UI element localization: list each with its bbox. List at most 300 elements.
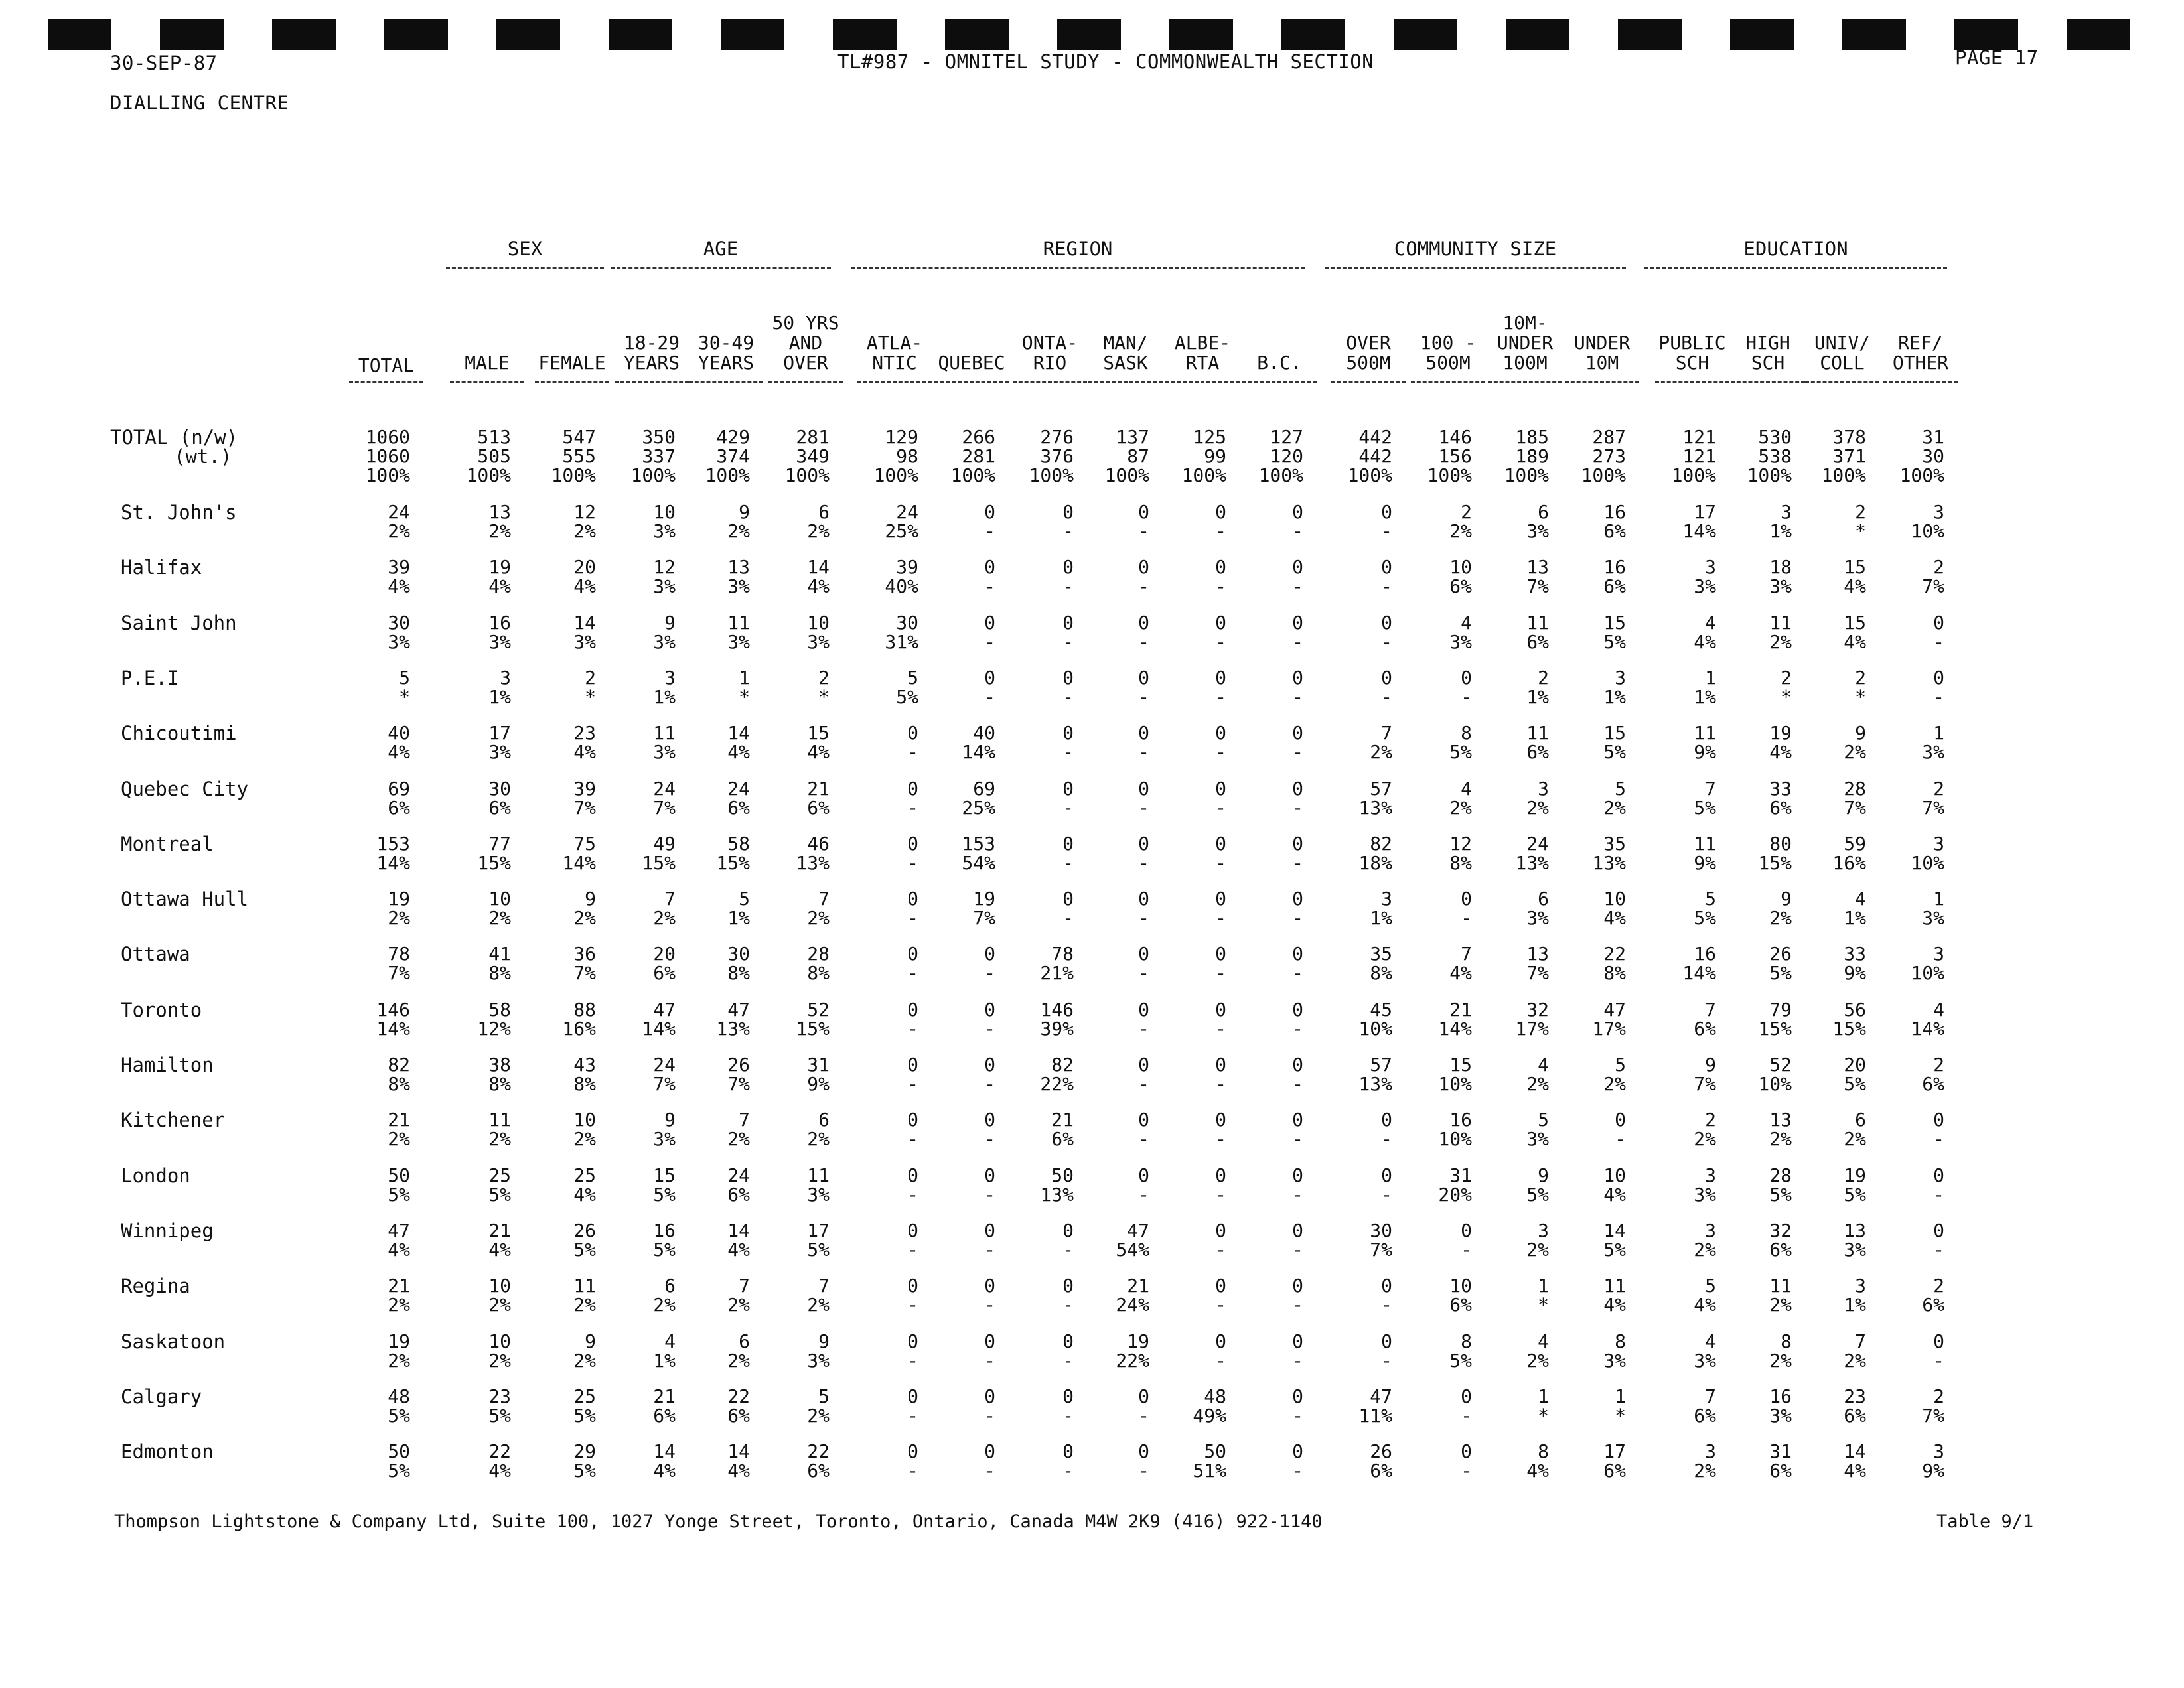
- count-cell: 5: [739, 888, 750, 910]
- count-cell: 1: [1538, 1275, 1549, 1297]
- count-cell: 14: [807, 556, 830, 578]
- count-cell: 3: [1855, 1275, 1866, 1297]
- total-cell: 1060: [365, 445, 410, 467]
- percent-cell: -: [1292, 962, 1303, 984]
- percent-cell: 3%: [1526, 1128, 1549, 1150]
- count-cell: 24: [653, 1054, 676, 1076]
- perforation-hole: [1169, 19, 1233, 50]
- count-cell: 24: [388, 501, 410, 523]
- percent-cell: 2%: [1603, 797, 1626, 819]
- column-header-underline: [1655, 381, 1729, 383]
- count-cell: 6: [664, 1275, 676, 1297]
- percent-cell: 3%: [807, 1184, 830, 1206]
- count-cell: 0: [1292, 612, 1303, 634]
- count-cell: 5: [907, 667, 918, 689]
- count-cell: 24: [727, 778, 750, 800]
- count-cell: 0: [1062, 1220, 1074, 1241]
- percent-cell: 4%: [388, 1239, 410, 1261]
- count-cell: 5: [1615, 778, 1626, 800]
- perforation-hole: [609, 19, 672, 50]
- count-cell: 0: [1933, 1330, 1944, 1352]
- percent-cell: 4%: [727, 741, 750, 763]
- count-cell: 19: [388, 1330, 410, 1352]
- percent-cell: 51%: [1193, 1460, 1226, 1482]
- percent-cell: -: [907, 852, 918, 874]
- percent-cell: 4%: [1603, 907, 1626, 929]
- count-cell: 9: [739, 501, 750, 523]
- count-cell: 26: [1769, 943, 1792, 965]
- count-cell: 0: [1215, 1275, 1226, 1297]
- percent-cell: -: [1062, 686, 1074, 708]
- count-cell: 0: [1461, 888, 1472, 910]
- count-cell: 0: [1215, 1054, 1226, 1076]
- count-cell: 0: [1381, 667, 1392, 689]
- percent-cell: 15%: [1832, 1018, 1866, 1040]
- count-cell: 0: [1062, 1275, 1074, 1297]
- percent-cell: -: [1138, 1018, 1149, 1040]
- count-cell: 33: [1844, 943, 1866, 965]
- count-cell: 1: [1615, 1385, 1626, 1407]
- count-cell: 26: [727, 1054, 750, 1076]
- count-cell: 9: [1705, 1054, 1716, 1076]
- total-cell: 137: [1116, 426, 1149, 448]
- column-header: 30-49 YEARS: [697, 332, 755, 374]
- percent-cell: 22%: [1116, 1350, 1149, 1372]
- total-cell: 100%: [1671, 464, 1716, 486]
- total-cell: 100%: [1258, 464, 1303, 486]
- count-cell: 11: [653, 722, 676, 744]
- percent-cell: 2%: [653, 1294, 676, 1316]
- count-cell: 0: [1615, 1109, 1626, 1131]
- count-cell: 30: [388, 612, 410, 634]
- count-cell: 15: [1844, 556, 1866, 578]
- count-cell: 11: [807, 1164, 830, 1186]
- count-cell: 5: [818, 1385, 830, 1407]
- percent-cell: 49%: [1193, 1405, 1226, 1427]
- percent-cell: 15%: [477, 852, 511, 874]
- percent-cell: 2%: [727, 1350, 750, 1372]
- row-label: Hamilton: [121, 1054, 214, 1076]
- count-cell: 0: [907, 999, 918, 1020]
- count-cell: 0: [1292, 1385, 1303, 1407]
- percent-cell: 5%: [1449, 741, 1472, 763]
- percent-cell: -: [1138, 631, 1149, 653]
- percent-cell: 4%: [573, 741, 596, 763]
- total-cell: 371: [1832, 445, 1866, 467]
- percent-cell: -: [984, 575, 995, 597]
- percent-cell: 1%: [1370, 907, 1392, 929]
- column-header: 10M- UNDER 100M: [1496, 312, 1554, 374]
- percent-cell: 13%: [1592, 852, 1626, 874]
- row-label: Ottawa Hull: [121, 888, 249, 910]
- percent-cell: 7%: [1526, 962, 1549, 984]
- group-divider: [851, 267, 1305, 269]
- percent-cell: 1%: [1844, 907, 1866, 929]
- percent-cell: 15%: [642, 852, 676, 874]
- group-label: EDUCATION: [1743, 238, 1848, 260]
- count-cell: 8: [1615, 1330, 1626, 1352]
- count-cell: 10: [653, 501, 676, 523]
- percent-cell: -: [1292, 520, 1303, 542]
- count-cell: 0: [1215, 999, 1226, 1020]
- total-cell: 87: [1127, 445, 1149, 467]
- percent-cell: 2%: [1526, 797, 1549, 819]
- report-title: TL#987 - OMNITEL STUDY - COMMONWEALTH SECTION: [837, 50, 1374, 73]
- percent-cell: 2%: [1769, 1350, 1792, 1372]
- count-cell: 22: [488, 1441, 511, 1462]
- percent-cell: -: [1461, 1405, 1472, 1427]
- percent-cell: *: [1538, 1294, 1549, 1316]
- percent-cell: -: [984, 520, 995, 542]
- percent-cell: 6%: [1694, 1405, 1716, 1427]
- column-header-underline: [1565, 381, 1639, 383]
- percent-cell: 6%: [653, 962, 676, 984]
- perforation-hole: [1506, 19, 1569, 50]
- percent-cell: 3%: [1769, 575, 1792, 597]
- count-cell: 10: [1449, 1275, 1472, 1297]
- count-cell: 28: [1844, 778, 1866, 800]
- count-cell: 0: [1461, 667, 1472, 689]
- count-cell: 19: [1127, 1330, 1149, 1352]
- percent-cell: 6%: [1526, 631, 1549, 653]
- percent-cell: -: [1138, 1128, 1149, 1150]
- total-cell: 442: [1358, 445, 1392, 467]
- row-label: Calgary: [121, 1385, 202, 1408]
- count-cell: 21: [388, 1275, 410, 1297]
- count-cell: 11: [488, 1109, 511, 1131]
- total-cell: 30: [1922, 445, 1944, 467]
- count-cell: 2: [1933, 1275, 1944, 1297]
- count-cell: 0: [907, 1330, 918, 1352]
- percent-cell: -: [1215, 686, 1226, 708]
- percent-cell: 5%: [653, 1239, 676, 1261]
- percent-cell: 3%: [1769, 1405, 1792, 1427]
- percent-cell: 4%: [727, 1460, 750, 1482]
- count-cell: 146: [1040, 999, 1074, 1020]
- column-header: PUBLIC SCH: [1658, 332, 1726, 374]
- count-cell: 3: [1538, 778, 1549, 800]
- count-cell: 47: [388, 1220, 410, 1241]
- total-cell: 538: [1758, 445, 1792, 467]
- percent-cell: -: [984, 1184, 995, 1206]
- percent-cell: 2%: [1769, 907, 1792, 929]
- percent-cell: -: [1062, 852, 1074, 874]
- row-label: Quebec City: [121, 778, 249, 800]
- percent-cell: -: [1381, 631, 1392, 653]
- count-cell: 38: [488, 1054, 511, 1076]
- count-cell: 9: [664, 1109, 676, 1131]
- count-cell: 5: [1538, 1109, 1549, 1131]
- row-label: Chicoutimi: [121, 722, 237, 744]
- percent-cell: *: [399, 686, 410, 708]
- percent-cell: 4%: [488, 1460, 511, 1482]
- count-cell: 0: [1062, 722, 1074, 744]
- percent-cell: -: [984, 1239, 995, 1261]
- total-cell: 100%: [630, 464, 676, 486]
- percent-cell: 13%: [796, 852, 830, 874]
- percent-cell: 2%: [807, 1128, 830, 1150]
- count-cell: 33: [1769, 778, 1792, 800]
- percent-cell: 1%: [653, 686, 676, 708]
- percent-cell: 2%: [727, 1128, 750, 1150]
- percent-cell: 5%: [1694, 797, 1716, 819]
- percent-cell: 13%: [1358, 797, 1392, 819]
- percent-cell: 6%: [807, 1460, 830, 1482]
- percent-cell: 6%: [727, 1405, 750, 1427]
- count-cell: 0: [1215, 612, 1226, 634]
- percent-cell: 54%: [1116, 1239, 1149, 1261]
- count-cell: 21: [488, 1220, 511, 1241]
- percent-cell: -: [1138, 520, 1149, 542]
- total-cell: 185: [1515, 426, 1549, 448]
- count-cell: 0: [1215, 1330, 1226, 1352]
- percent-cell: -: [984, 1018, 995, 1040]
- percent-cell: 2%: [1603, 1073, 1626, 1095]
- company-address: Thompson Lightstone & Company Ltd, Suite 100, 1027 Yonge Street, Toronto, Ontario, Canada M4W 2K9 (416) 922-1140: [114, 1512, 1323, 1532]
- column-header: 18-29 YEARS: [623, 332, 680, 374]
- total-cell: 442: [1358, 426, 1392, 448]
- perforation-hole: [48, 19, 111, 50]
- count-cell: 8: [1781, 1330, 1792, 1352]
- count-cell: 30: [727, 943, 750, 965]
- count-cell: 0: [1933, 1109, 1944, 1131]
- count-cell: 2: [585, 667, 596, 689]
- percent-cell: 5%: [653, 1184, 676, 1206]
- percent-cell: *: [1615, 1405, 1626, 1427]
- percent-cell: -: [1062, 1405, 1074, 1427]
- percent-cell: -: [1461, 1239, 1472, 1261]
- total-cell: 505: [477, 445, 511, 467]
- percent-cell: 14%: [376, 1018, 410, 1040]
- count-cell: 7: [1381, 722, 1392, 744]
- percent-cell: 5%: [388, 1405, 410, 1427]
- count-cell: 0: [984, 1275, 995, 1297]
- percent-cell: 2%: [727, 520, 750, 542]
- count-cell: 50: [1051, 1164, 1074, 1186]
- count-cell: 24: [896, 501, 918, 523]
- percent-cell: 5%: [1769, 962, 1792, 984]
- percent-cell: -: [1292, 907, 1303, 929]
- count-cell: 4: [664, 1330, 676, 1352]
- count-cell: 0: [1138, 1054, 1149, 1076]
- column-header-underline: [1731, 381, 1805, 383]
- percent-cell: -: [1461, 907, 1472, 929]
- count-cell: 30: [1370, 1220, 1392, 1241]
- count-cell: 21: [807, 778, 830, 800]
- percent-cell: 7%: [653, 1073, 676, 1095]
- percent-cell: *: [585, 686, 596, 708]
- percent-cell: -: [1292, 1294, 1303, 1316]
- percent-cell: -: [1138, 1073, 1149, 1095]
- percent-cell: -: [1615, 1128, 1626, 1150]
- perforation-hole: [721, 19, 784, 50]
- percent-cell: -: [984, 1073, 995, 1095]
- percent-cell: -: [1381, 1350, 1392, 1372]
- count-cell: 14: [727, 1220, 750, 1241]
- count-cell: 11: [1769, 1275, 1792, 1297]
- count-cell: 50: [388, 1164, 410, 1186]
- percent-cell: -: [907, 907, 918, 929]
- count-cell: 0: [1292, 778, 1303, 800]
- count-cell: 19: [388, 888, 410, 910]
- percent-cell: 4%: [653, 1460, 676, 1482]
- count-cell: 82: [1370, 833, 1392, 855]
- percent-cell: 14%: [642, 1018, 676, 1040]
- column-header: FEMALE: [538, 352, 606, 374]
- percent-cell: -: [984, 1294, 995, 1316]
- percent-cell: -: [1292, 686, 1303, 708]
- total-cell: 374: [716, 445, 750, 467]
- count-cell: 0: [907, 1109, 918, 1131]
- column-header-underline: [1242, 381, 1317, 383]
- count-cell: 0: [984, 1164, 995, 1186]
- column-header-underline: [857, 381, 932, 383]
- percent-cell: -: [1062, 1350, 1074, 1372]
- percent-cell: 2%: [488, 907, 511, 929]
- row-label-total-nw: TOTAL (n/w): [110, 426, 238, 449]
- percent-cell: 2%: [488, 1128, 511, 1150]
- row-label: Winnipeg: [121, 1220, 214, 1242]
- percent-cell: -: [1215, 1128, 1226, 1150]
- percent-cell: 5%: [1694, 907, 1716, 929]
- percent-cell: 3%: [573, 631, 596, 653]
- percent-cell: -: [1292, 1073, 1303, 1095]
- count-cell: 13: [488, 501, 511, 523]
- count-cell: 0: [1138, 556, 1149, 578]
- percent-cell: 7%: [1370, 1239, 1392, 1261]
- count-cell: 0: [984, 667, 995, 689]
- count-cell: 0: [907, 943, 918, 965]
- count-cell: 28: [1769, 1164, 1792, 1186]
- count-cell: 0: [1461, 1385, 1472, 1407]
- count-cell: 0: [1292, 1441, 1303, 1462]
- percent-cell: -: [1292, 797, 1303, 819]
- total-cell: 100%: [1504, 464, 1549, 486]
- count-cell: 16: [488, 612, 511, 634]
- count-cell: 10: [1603, 888, 1626, 910]
- perforation-hole: [945, 19, 1009, 50]
- percent-cell: 2%: [488, 1350, 511, 1372]
- column-header-underline: [349, 381, 423, 383]
- total-cell: 127: [1270, 426, 1303, 448]
- percent-cell: 2%: [807, 907, 830, 929]
- count-cell: 3: [1933, 943, 1944, 965]
- count-cell: 30: [896, 612, 918, 634]
- count-cell: 47: [727, 999, 750, 1020]
- count-cell: 9: [1538, 1164, 1549, 1186]
- count-cell: 1: [739, 667, 750, 689]
- percent-cell: 5%: [1603, 1239, 1626, 1261]
- row-label-total-wt: (wt.): [174, 445, 232, 468]
- count-cell: 0: [1138, 888, 1149, 910]
- count-cell: 59: [1844, 833, 1866, 855]
- count-cell: 2: [1933, 1054, 1944, 1076]
- percent-cell: 39%: [1040, 1018, 1074, 1040]
- count-cell: 1: [1933, 888, 1944, 910]
- row-label: Saskatoon: [121, 1330, 226, 1353]
- column-header: MAN/ SASK: [1103, 332, 1148, 374]
- count-cell: 4: [1538, 1054, 1549, 1076]
- count-cell: 0: [1215, 833, 1226, 855]
- percent-cell: 1%: [727, 907, 750, 929]
- percent-cell: -: [1215, 1073, 1226, 1095]
- percent-cell: -: [1933, 1128, 1944, 1150]
- percent-cell: 2%: [1844, 1128, 1866, 1150]
- percent-cell: 10%: [1438, 1128, 1472, 1150]
- percent-cell: -: [1138, 1184, 1149, 1206]
- count-cell: 29: [573, 1441, 596, 1462]
- count-cell: 3: [1705, 1441, 1716, 1462]
- percent-cell: 4%: [1449, 962, 1472, 984]
- count-cell: 15: [1844, 612, 1866, 634]
- count-cell: 0: [1062, 612, 1074, 634]
- count-cell: 2: [1933, 778, 1944, 800]
- percent-cell: 2%: [727, 1294, 750, 1316]
- count-cell: 3: [1933, 833, 1944, 855]
- percent-cell: -: [1215, 631, 1226, 653]
- percent-cell: 13%: [1515, 852, 1549, 874]
- percent-cell: 10%: [1358, 1018, 1392, 1040]
- column-header-underline: [1488, 381, 1562, 383]
- count-cell: 13: [1769, 1109, 1792, 1131]
- count-cell: 4: [1705, 1330, 1716, 1352]
- percent-cell: 5%: [1449, 1350, 1472, 1372]
- count-cell: 0: [1933, 667, 1944, 689]
- count-cell: 0: [1062, 1330, 1074, 1352]
- count-cell: 11: [1694, 833, 1716, 855]
- percent-cell: 5%: [1844, 1184, 1866, 1206]
- percent-cell: -: [1461, 686, 1472, 708]
- perforation-hole: [1954, 19, 2018, 50]
- percent-cell: 1%: [1694, 686, 1716, 708]
- count-cell: 0: [1381, 1109, 1392, 1131]
- percent-cell: -: [1933, 1239, 1944, 1261]
- total-cell: 31: [1922, 426, 1944, 448]
- percent-cell: 3%: [1603, 1350, 1626, 1372]
- count-cell: 56: [1844, 999, 1866, 1020]
- column-header-underline: [450, 381, 524, 383]
- count-cell: 6: [818, 501, 830, 523]
- percent-cell: 9%: [1844, 962, 1866, 984]
- count-cell: 20: [653, 943, 676, 965]
- percent-cell: 4%: [488, 1239, 511, 1261]
- count-cell: 3: [1615, 667, 1626, 689]
- percent-cell: 7%: [973, 907, 995, 929]
- total-cell: 555: [562, 445, 596, 467]
- percent-cell: 5%: [488, 1405, 511, 1427]
- count-cell: 0: [1138, 501, 1149, 523]
- percent-cell: 6%: [1449, 575, 1472, 597]
- count-cell: 0: [1062, 556, 1074, 578]
- row-label: Regina: [121, 1275, 190, 1297]
- percent-cell: 6%: [1370, 1460, 1392, 1482]
- percent-cell: 40%: [885, 575, 918, 597]
- percent-cell: 14%: [1911, 1018, 1944, 1040]
- count-cell: 4: [1538, 1330, 1549, 1352]
- count-cell: 10: [488, 888, 511, 910]
- percent-cell: -: [1138, 907, 1149, 929]
- percent-cell: -: [907, 1405, 918, 1427]
- group-label: AGE: [703, 238, 739, 260]
- percent-cell: 6%: [807, 797, 830, 819]
- count-cell: 9: [1855, 722, 1866, 744]
- count-cell: 10: [488, 1330, 511, 1352]
- count-cell: 21: [388, 1109, 410, 1131]
- count-cell: 0: [907, 722, 918, 744]
- count-cell: 0: [907, 1220, 918, 1241]
- total-cell: 189: [1515, 445, 1549, 467]
- percent-cell: *: [739, 686, 750, 708]
